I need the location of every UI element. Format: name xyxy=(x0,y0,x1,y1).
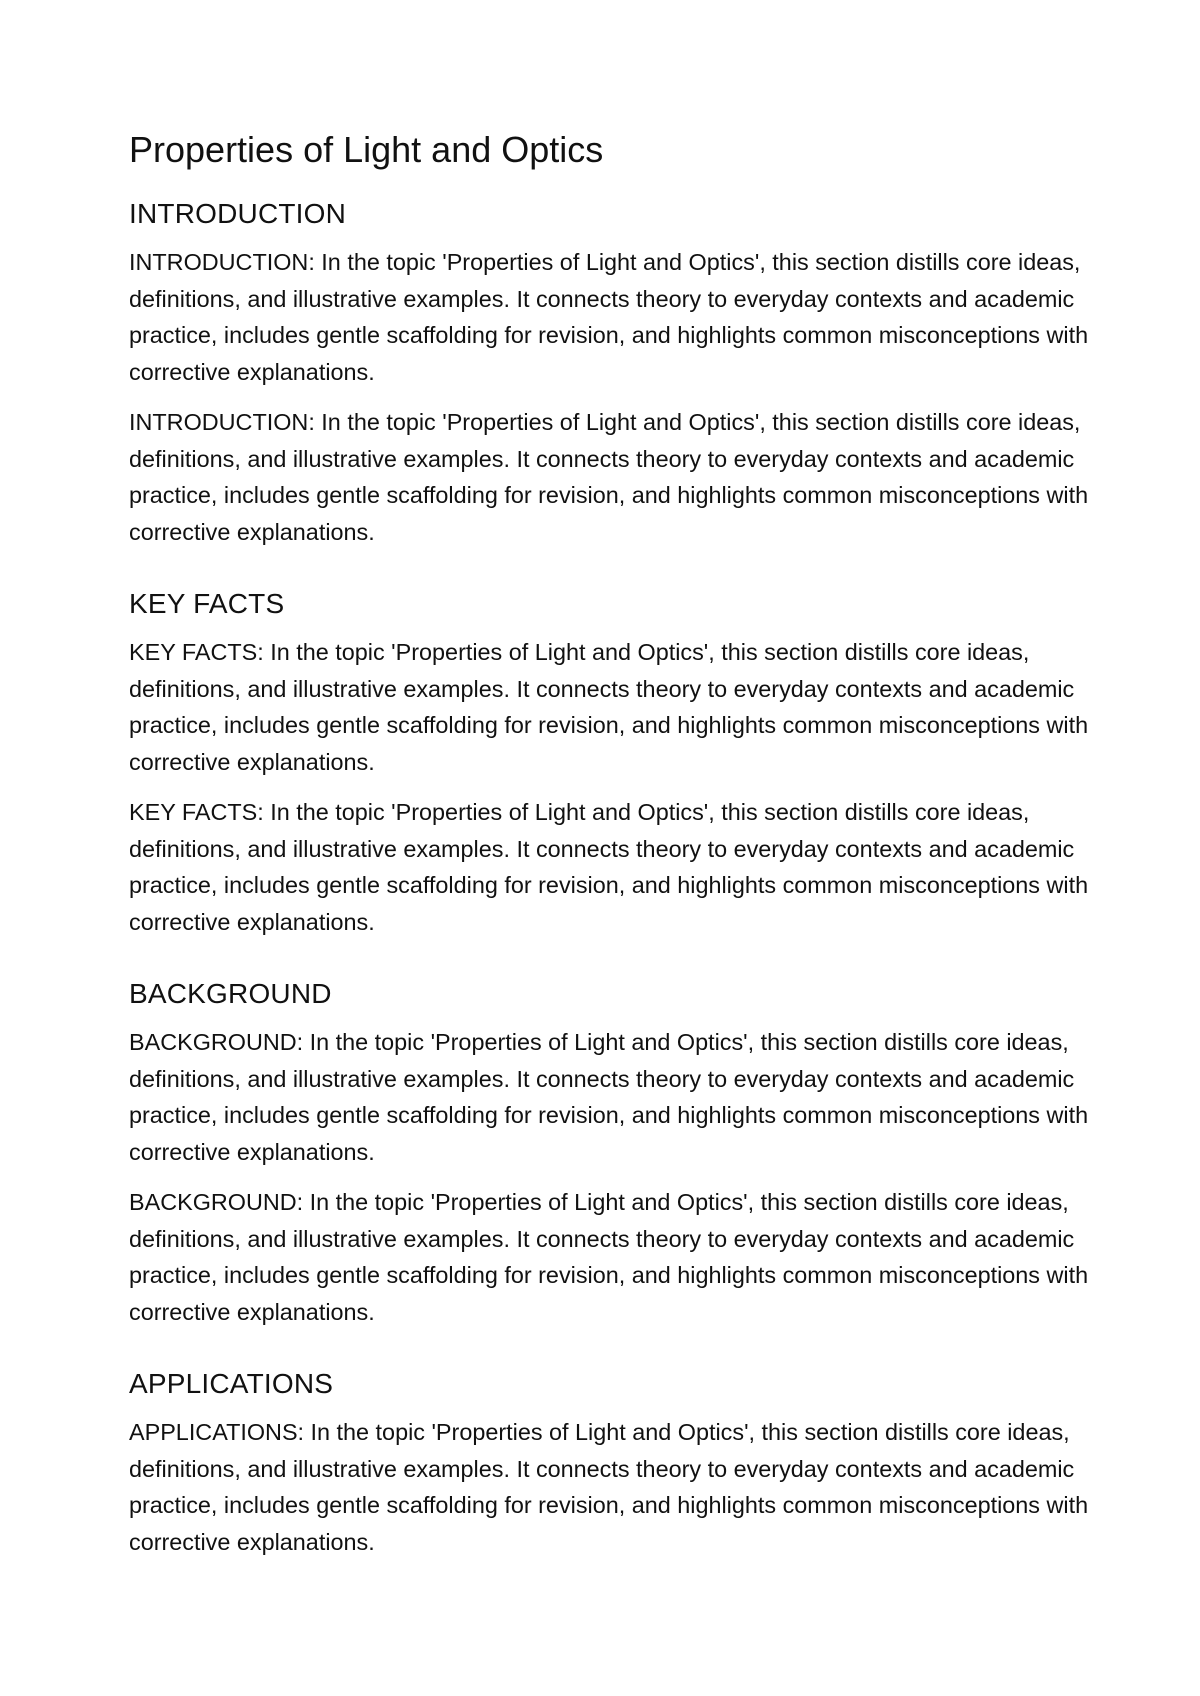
section-key-facts xyxy=(129,586,1089,940)
section-applications xyxy=(129,1366,1089,1560)
section-paragraph: INTRODUCTION: In the topic 'Properties of Light and Optics', this section distills core ideas, definitions, and illustrative examples. It connects theory to everyday contexts and academic practice, includes gentle scaffolding for revision, and highlights common misconceptions with corrective explanations. xyxy=(129,249,1089,385)
section-paragraph: APPLICATIONS: In the topic 'Properties of Light and Optics', this section distills core ideas, definitions, and illustrative examples. It connects theory to everyday contexts and academic practice, includes gentle scaffolding for revision, and highlights common misconceptions with corrective explanations. xyxy=(129,1419,1089,1555)
section-paragraph: BACKGROUND: In the topic 'Properties of Light and Optics', this section distills core ideas, definitions, and illustrative examples. It connects theory to everyday contexts and academic practice, includes gentle scaffolding for revision, and highlights common misconceptions with corrective explanations. xyxy=(129,1189,1089,1325)
section-heading: APPLICATIONS xyxy=(129,1368,334,1399)
section-paragraph: BACKGROUND: In the topic 'Properties of Light and Optics', this section distills core ideas, definitions, and illustrative examples. It connects theory to everyday contexts and academic practice, includes gentle scaffolding for revision, and highlights common misconceptions with corrective explanations. xyxy=(129,1029,1089,1165)
section-heading: KEY FACTS xyxy=(129,588,285,619)
section-paragraph: KEY FACTS: In the topic 'Properties of Light and Optics', this section distills core ideas, definitions, and illustrative examples. It connects theory to everyday contexts and academic practice, includes gentle scaffolding for revision, and highlights common misconceptions with corrective explanations. xyxy=(129,799,1089,935)
document-title: Properties of Light and Optics xyxy=(129,129,604,170)
section-paragraph: KEY FACTS: In the topic 'Properties of Light and Optics', this section distills core ideas, definitions, and illustrative examples. It connects theory to everyday contexts and academic practice, includes gentle scaffolding for revision, and highlights common misconceptions with corrective explanations. xyxy=(129,639,1089,775)
section-paragraph: INTRODUCTION: In the topic 'Properties of Light and Optics', this section distills core ideas, definitions, and illustrative examples. It connects theory to everyday contexts and academic practice, includes gentle scaffolding for revision, and highlights common misconceptions with corrective explanations. xyxy=(129,409,1089,545)
section-background xyxy=(129,976,1089,1330)
section-introduction xyxy=(129,196,1089,550)
section-heading: BACKGROUND xyxy=(129,978,332,1009)
section-heading: INTRODUCTION xyxy=(129,198,347,229)
